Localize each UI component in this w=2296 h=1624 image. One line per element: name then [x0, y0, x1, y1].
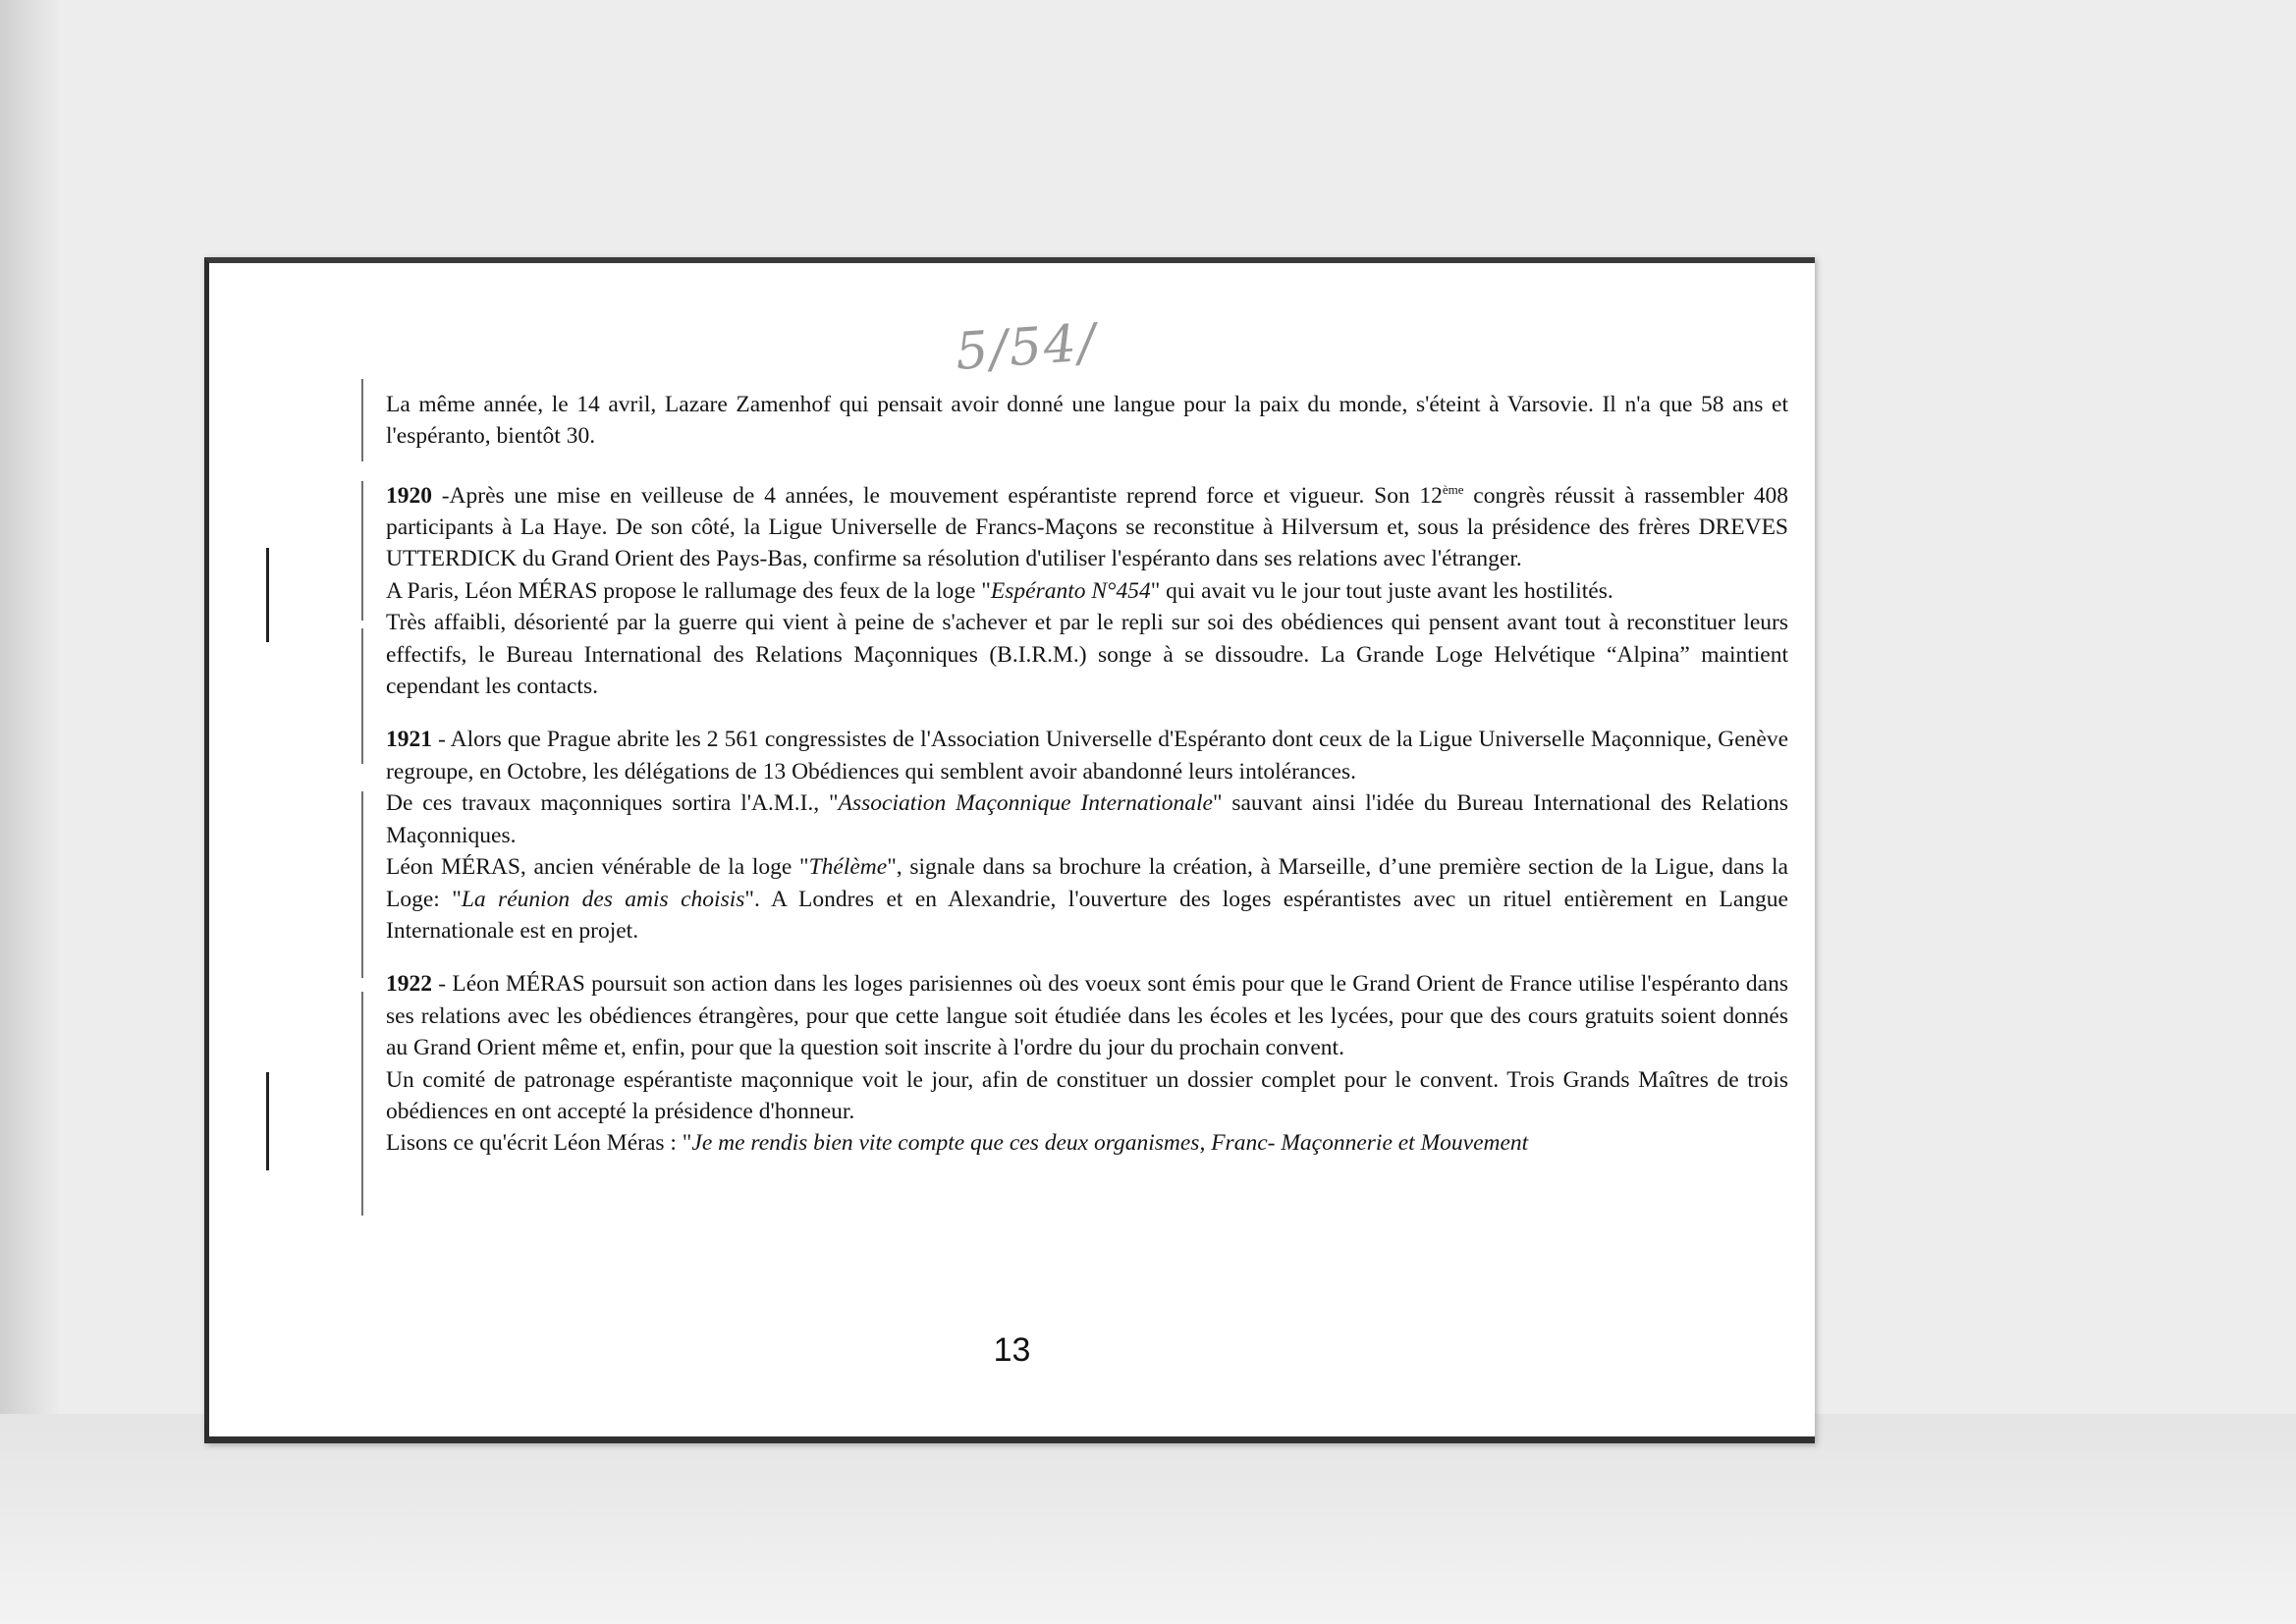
paragraph-text: La même année, le 14 avril, Lazare Zamenhof qui pensait avoir donné une langue pour la paix du monde, s'éteint à Varsovie. Il n'a que 58 ans et l'espéranto, bientôt 30.	[386, 392, 1788, 450]
page-number: 13	[993, 1331, 1031, 1369]
year-heading: 1922	[386, 971, 432, 998]
paragraph-text: " sauvant ainsi l'idée du Bureau International des Relations Maçonniques.	[386, 790, 1789, 848]
lodge-name: La réunion des amis choisis	[461, 886, 745, 912]
paragraph-text: ". A Londres et en Alexandrie, l'ouverture des loges espérantistes avec un rituel entièrement en Langue Internationale est en projet.	[386, 886, 1788, 944]
year-heading: 1920	[386, 482, 432, 509]
paragraph	[386, 1064, 1788, 1128]
scan-background	[0, 1414, 2296, 1624]
paragraph-1922	[386, 968, 1788, 1063]
margin-pencil-bracket	[361, 628, 371, 764]
margin-pencil-bracket	[361, 379, 371, 461]
paragraph-text: - Léon MÉRAS poursuit son action dans les loges parisiennes où des voeux sont émis pour que le Grand Orient de France utilise l'espéranto dans ses relations avec les obédiences étrangères, pour que cette langue soit étudiée dans les écoles et les lycées, pour que des cours gratuits soient donnés au Grand Orient même et, enfin, pour que la question soit inscrite à l'ordre du jour du prochain convent.	[386, 971, 1788, 1061]
paragraph-text: A Paris, Léon MÉRAS propose le rallumage des feux de la loge "	[386, 577, 991, 604]
paragraph	[386, 1127, 1788, 1159]
paragraph-text: congrès réussit à rassembler 408 participants à La Haye. De son côté, la Ligue Universelle de Francs-Maçons se reconstitue à Hilversum et, sous la présidence des frères DREVES UTTERDICK du Grand Orient des Pays-Bas, confirme sa résolution d'utiliser l'espéranto dans ses relations avec l'étranger.	[386, 482, 1788, 572]
organization-name: Association Maçonnique Internationale	[838, 790, 1213, 817]
quotation: Je me rendis bien vite compte que ces deux organismes, Franc- Maçonnerie et Mouvement	[691, 1130, 1529, 1157]
paragraph	[386, 389, 1788, 453]
document-body	[386, 389, 1788, 1160]
binding-mark	[266, 548, 269, 642]
lodge-name: Espéranto N°454	[990, 577, 1151, 604]
paragraph-text: " qui avait vu le jour tout juste avant les hostilités.	[1150, 577, 1613, 604]
margin-pencil-bracket	[361, 481, 371, 621]
paragraph-text: De ces travaux maçonniques sortira l'A.M.I., "	[386, 790, 839, 817]
margin-pencil-bracket	[361, 992, 371, 1216]
paragraph-1920	[386, 474, 1788, 575]
paragraph-text: ", signale dans sa brochure la création, à Marseille, d’une première section de la Ligue, dans la Loge: "	[386, 854, 1788, 912]
paragraph-text: - Alors que Prague abrite les 2 561 congressistes de l'Association Universelle d'Espéranto dont ceux de la Ligue Universelle Maçonnique, Genève regroupe, en Octobre, les délégations de 13 Obédiences qui semblent avoir abandonné leurs intolérances.	[386, 727, 1788, 785]
paragraph-text: Léon MÉRAS, ancien vénérable de la loge "	[386, 854, 809, 881]
handwritten-note: 5/54/	[954, 313, 1100, 382]
paragraph	[386, 575, 1788, 607]
lodge-name: Thélème	[808, 854, 888, 881]
paragraph-text: -Après une mise en veilleuse de 4 années, le mouvement espérantiste reprend force et vigueur. Son 12	[432, 482, 1443, 509]
document-page	[204, 257, 1815, 1443]
paragraph-text: Un comité de patronage espérantiste maçonnique voit le jour, afin de constituer un dossier complet pour le convent. Trois Grands Maîtres de trois obédiences en ont accepté la présidence d'honneur.	[386, 1066, 1788, 1124]
paragraph	[386, 607, 1788, 702]
paragraph	[386, 851, 1788, 947]
paragraph-1921	[386, 724, 1788, 787]
superscript: ème	[1442, 481, 1464, 497]
margin-pencil-bracket	[361, 791, 371, 978]
year-heading: 1921	[386, 727, 432, 753]
scan-shadow	[0, 0, 59, 1624]
paragraph	[386, 787, 1788, 851]
paragraph-text: Lisons ce qu'écrit Léon Méras : "	[386, 1130, 692, 1157]
binding-mark	[266, 1072, 269, 1170]
paragraph-text: Très affaibli, désorienté par la guerre qui vient à peine de s'achever et par le repli sur soi des obédiences qui pensent avant tout à reconstituer leurs effectifs, le Bureau International des Relations Maçonniques (B.I.R.M.) songe à se dissoudre. La Grande Loge Helvétique “Alpina” maintient cependant les contacts.	[386, 610, 1788, 700]
